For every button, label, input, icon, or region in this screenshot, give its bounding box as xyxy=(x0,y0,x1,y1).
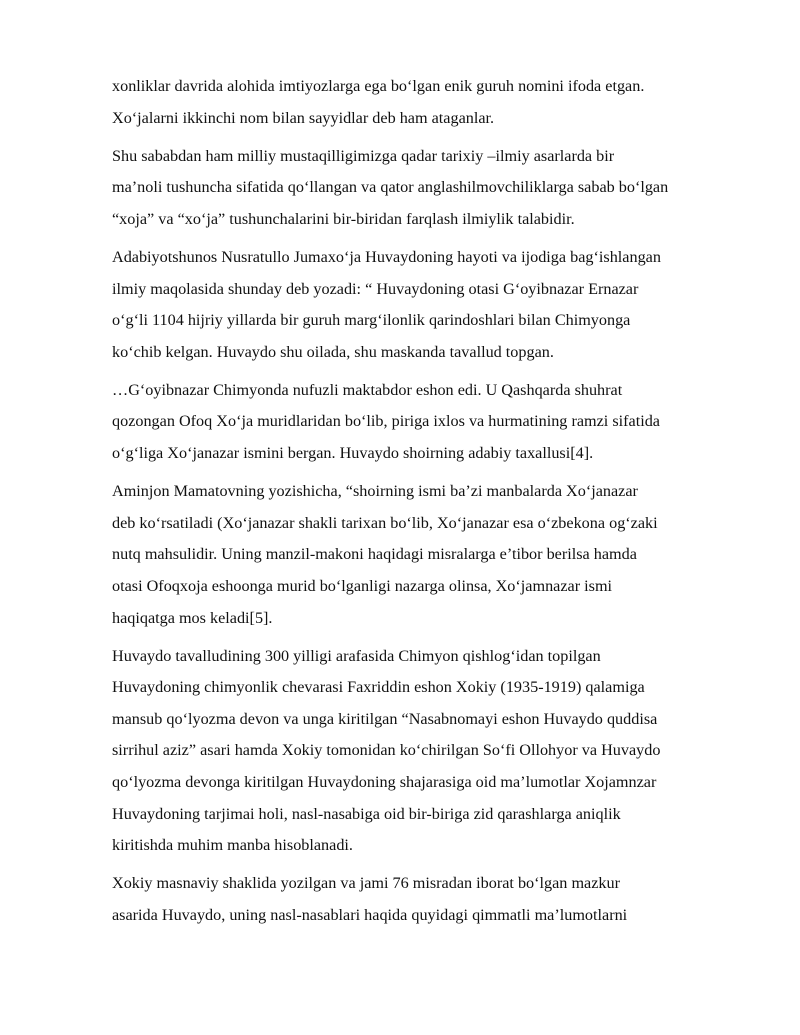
text-line: deb ko‘rsatiladi (Xo‘janazar shakli tarixan bo‘lib, Xo‘janazar esa o‘zbekona og‘zaki xyxy=(112,513,658,532)
text-line: ma’noli tushuncha sifatida qo‘llangan va qator anglashilmovchiliklarga sabab bo‘lgan xyxy=(112,178,669,197)
text-line: sirrihul aziz” asari hamda Xokiy tomonidan ko‘chirilgan So‘fi Ollohyor va Huvaydo xyxy=(112,741,661,760)
body-text xyxy=(112,71,722,931)
text-line: o‘g‘liga Xo‘janazar ismini bergan. Huvaydo shoirning adabiy taxallusi[4]. xyxy=(112,444,594,463)
text-line: Adabiyotshunos Nusratullo Jumaxo‘ja Huvaydoning hayoti va ijodiga bag‘ishlangan xyxy=(112,247,661,266)
text-line: ilmiy maqolasida shunday deb yozadi: “ Huvaydoning otasi G‘oyibnazar Ernazar xyxy=(112,279,639,298)
text-line: xonliklar davrida alohida imtiyozlarga ega bo‘lgan enik guruh nomini ifoda etgan. xyxy=(112,77,645,95)
text-line: haqiqatga mos keladi[5]. xyxy=(112,608,273,627)
text-line: Huvaydoning chimyonlik chevarasi Faxriddin eshon Xokiy (1935-1919) qalamiga xyxy=(112,678,645,697)
text-line: otasi Ofoqxoja eshoonga murid bo‘lganligi nazarga olinsa, Xo‘jamnazar ismi xyxy=(112,576,613,595)
text-line: mansub qo‘lyozma devon va unga kiritilgan “Nasabnomayi eshon Huvaydo quddisa xyxy=(112,709,658,728)
text-line: qozongan Ofoq Xo‘ja muridlaridan bo‘lib, piriga ixlos va hurmatining ramzi sifatida xyxy=(112,412,660,431)
paragraph-7 xyxy=(112,868,722,931)
text-line: qo‘lyozma devonga kiritilgan Huvaydoning shajarasiga oid ma’lumotlar Xojamnzar xyxy=(112,772,657,791)
text-line: “xoja” va “xo‘ja” tushunchalarini bir-biridan farqlash ilmiylik talabidir. xyxy=(112,209,575,228)
text-line: Huvaydoning tarjimai holi, nasl-nasabiga oid bir-biriga zid qarashlarga aniqlik xyxy=(112,804,621,823)
text-line: asarida Huvaydo, uning nasl-nasablari haqida quyidagi qimmatli ma’lumotlarni xyxy=(112,905,628,924)
text-line: Xo‘jalarni ikkinchi nom bilan sayyidlar deb ham ataganlar. xyxy=(112,108,495,127)
paragraph-2 xyxy=(112,141,722,236)
paragraph-5 xyxy=(112,476,722,634)
text-line: Xokiy masnaviy shaklida yozilgan va jami 76 misradan iborat bo‘lgan mazkur xyxy=(112,874,620,893)
paragraph-3 xyxy=(112,242,722,368)
text-line: o‘g‘li 1104 hijriy yillarda bir guruh marg‘ilonlik qarindoshlari bilan Chimyonga xyxy=(112,311,631,330)
text-line: Aminjon Mamatovning yozishicha, “shoirning ismi ba’zi manbalarda Xo‘janazar xyxy=(112,482,638,501)
text-line: …G‘oyibnazar Chimyonda nufuzli maktabdor eshon edi. U Qashqarda shuhrat xyxy=(112,380,623,399)
text-line: ko‘chib kelgan. Huvaydo shu oilada, shu maskanda tavallud topgan. xyxy=(112,342,554,361)
text-line: kiritishda muhim manba hisoblanadi. xyxy=(112,836,353,855)
text-line: Huvaydo tavalludining 300 yilligi arafasida Chimyon qishlog‘idan topilgan xyxy=(112,646,601,665)
text-line: Shu sababdan ham milliy mustaqilligimizga qadar tarixiy –ilmiy asarlarda bir xyxy=(112,146,615,165)
paragraph-6 xyxy=(112,641,722,862)
paragraph-4 xyxy=(112,375,722,470)
paragraph-1 xyxy=(112,71,722,134)
text-line: nutq mahsulidir. Uning manzil-makoni haqidagi misralarga e’tibor berilsa hamda xyxy=(112,545,637,564)
